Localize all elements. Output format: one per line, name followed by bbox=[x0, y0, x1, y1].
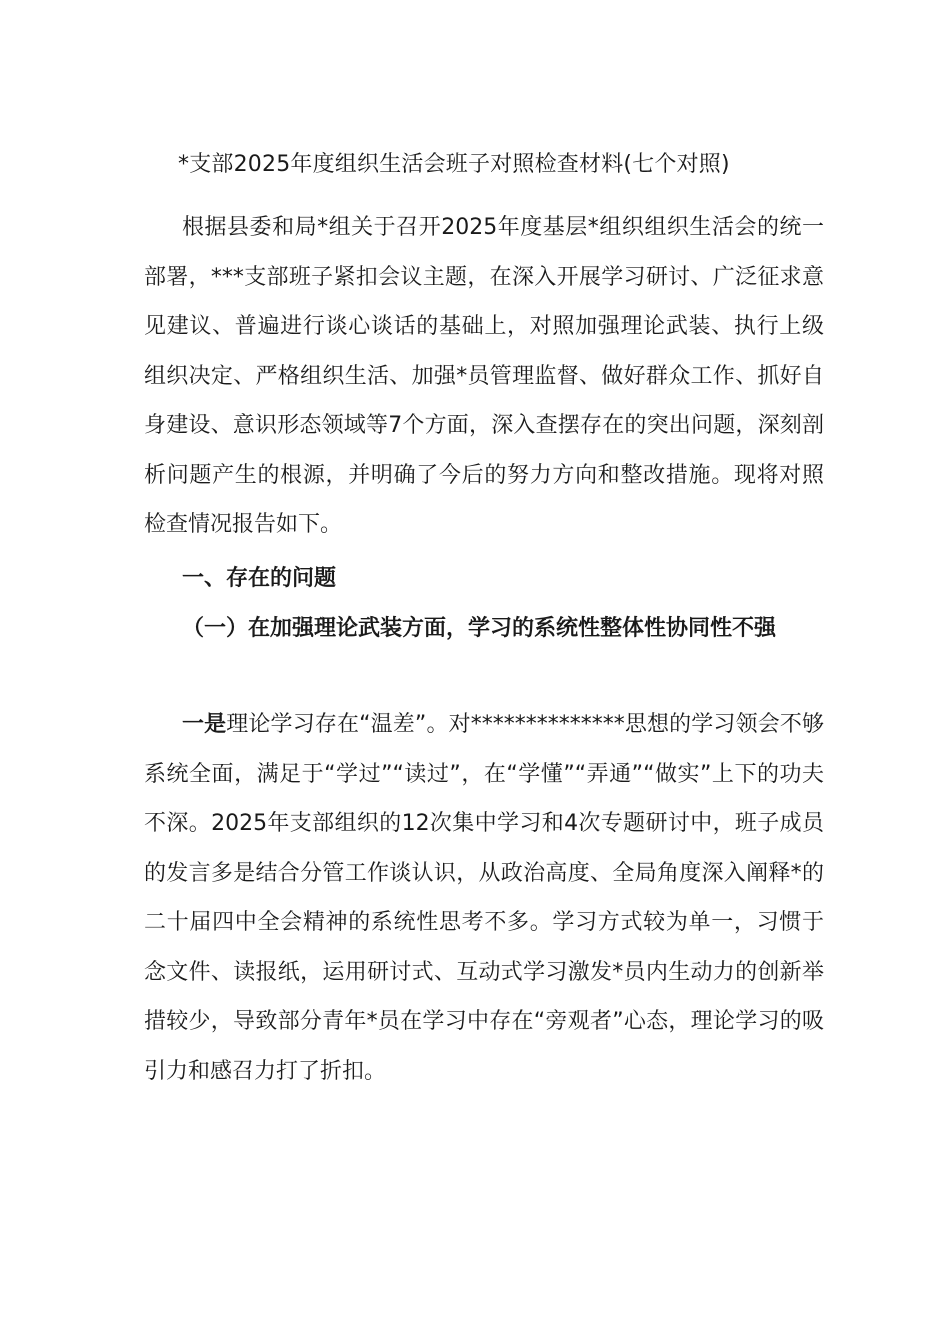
intro-paragraph: 根据县委和局*组关于召开2025年度基层*组织组织生活会的统一部署，***支部班子紧扣会议主题，在深入开展学习研讨、广泛征求意见建议、普遍进行谈心谈话的基础上，对照加强理论武装、执行上级组织决定、严格组织生活、加强*员管理监督、做好群众工作、抓好自身建设、意识形态领域等7个方面，深入查摆存在的突出问题，深刻剖析问题产生的根源，并明确了今后的努力方向和整改措施。现将对照检查情况报告如下。 bbox=[144, 215, 824, 537]
point-lead-label: 一是 bbox=[182, 712, 227, 737]
problem-paragraph-1 bbox=[144, 700, 824, 1096]
point-body-text: 理论学习存在“温差”。对**************思想的学习领会不够系统全面，满足于“学过”“读过”，在“学懂”“弄通”“做实”上下的功夫不深。2025年支部组织的12次集中学习和4次专题研讨中，班子成员的发言多是结合分管工作谈认识，从政治高度、全局角度深入阐释*的二十届四中全会精神的系统性思考不多。学习方式较为单一，习惯于念文件、读报纸，运用研讨式、互动式学习激发*员内生动力的创新举措较少，导致部分青年*员在学习中存在“旁观者”心态，理论学习的吸引力和感召力打了折扣。 bbox=[144, 712, 824, 1084]
section-heading-problems: 一、存在的问题 bbox=[182, 566, 337, 591]
document-title: *支部2025年度组织生活会班子对照检查材料(七个对照) bbox=[178, 152, 730, 177]
subsection-heading-theory: （一）在加强理论武装方面，学习的系统性整体性协同性不强 bbox=[182, 616, 777, 641]
